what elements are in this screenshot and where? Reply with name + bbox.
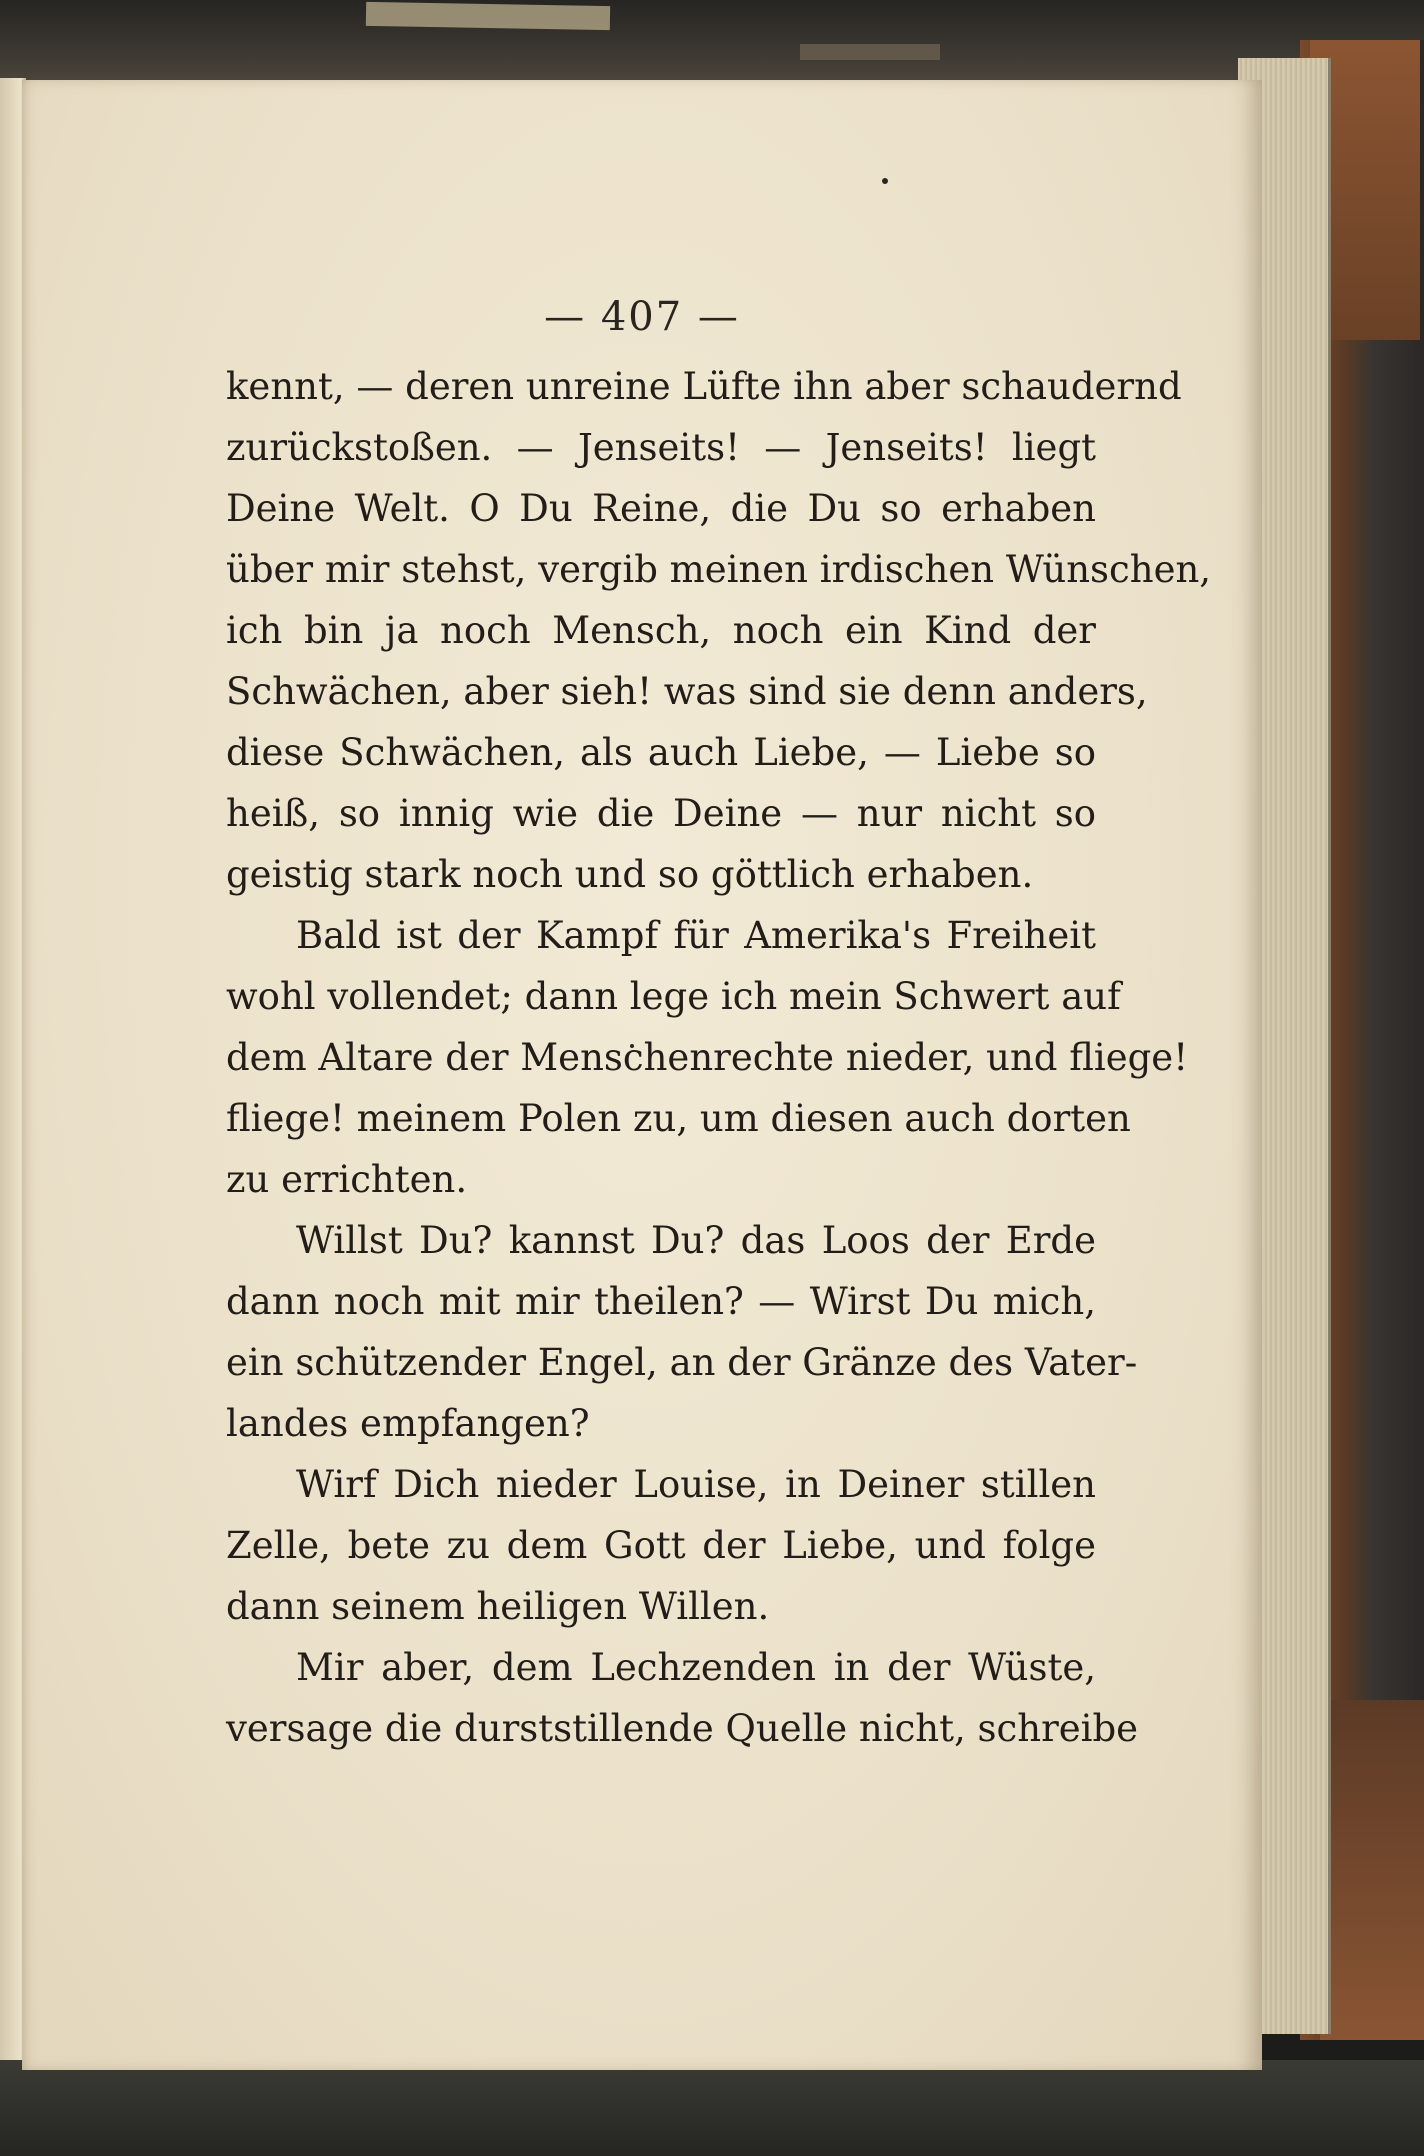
text-line: kennt, — deren unreine Lüfte ihn aber schaudernd [226,365,1182,408]
text-line: Zelle, bete zu dem Gott der Liebe, und folge [226,1524,1096,1567]
book-cover-top [0,0,1424,80]
text-line: fliege! meinem Polen zu, um diesen auch dorten [226,1097,1131,1140]
body-text [226,356,1212,1759]
text-line: Mir aber, dem Lechzenden in der Wüste, [296,1646,1096,1689]
text-line: dem Altare der Menschenrechte nieder, und fliege! [226,1036,1189,1079]
text-line: geistig stark noch und so göttlich erhaben. [226,853,1034,896]
torn-paper-strip [366,2,610,30]
text-line: zurückstoßen. — Jenseits! — Jenseits! liegt [226,426,1096,469]
text-line: dann noch mit mir theilen? — Wirst Du mich, [226,1280,1096,1323]
text-line: Wirf Dich nieder Louise, in Deiner stillen [296,1463,1096,1506]
text-line: Bald ist der Kampf für Amerika's Freiheit [296,914,1096,957]
text-line: wohl vollendet; dann lege ich mein Schwert auf [226,975,1121,1018]
text-line: heiß, so innig wie die Deine — nur nicht so [226,792,1096,835]
text-line: Schwächen, aber sieh! was sind sie denn anders, [226,670,1148,713]
text-line: Deine Welt. O Du Reine, die Du so erhaben [226,487,1096,530]
text-line: Willst Du? kannst Du? das Loos der Erde [296,1219,1096,1262]
page-number: — 407 — [544,294,740,340]
leather-corner-bottom [1320,1700,1424,2040]
text-line: landes empfangen? [226,1402,590,1445]
text-line: zu errichten. [226,1158,468,1201]
text-line: ich bin ja noch Mensch, noch ein Kind der [226,609,1096,652]
text-line: ein schützender Engel, an der Gränze des Vater- [226,1341,1138,1384]
torn-paper-strip-2 [800,44,940,60]
text-line: diese Schwächen, als auch Liebe, — Liebe so [226,731,1096,774]
text-line: dann seinem heiligen Willen. [226,1585,770,1628]
book-page [22,80,1262,2070]
book-cover-bottom [0,2060,1424,2156]
text-line: über mir stehst, vergib meinen irdischen Wünschen, [226,548,1212,591]
text-line: versage die durststillende Quelle nicht, schreibe [226,1707,1139,1750]
ink-speck [882,178,888,184]
